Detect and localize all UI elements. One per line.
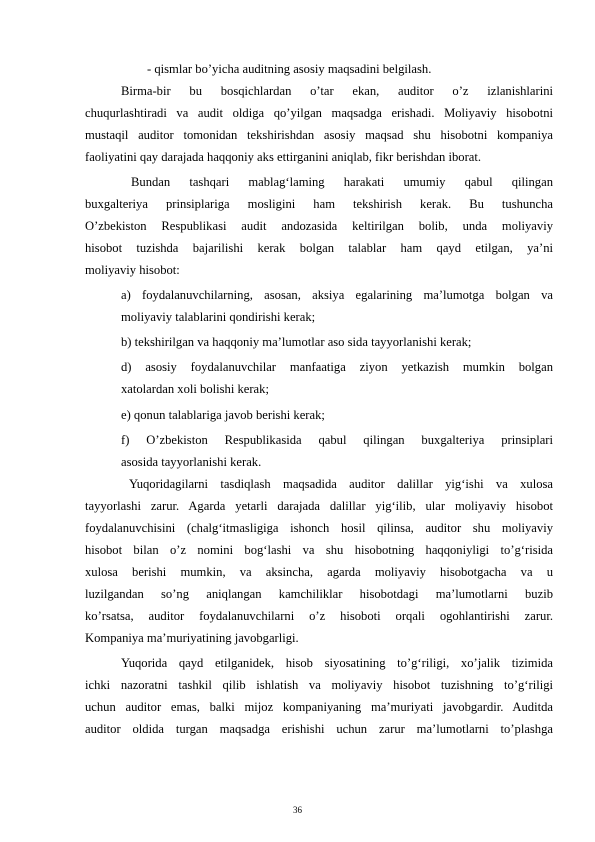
text-line-5: faoliyatini qay darajada haqqoniy aks ettirganini aniqlab, fikr berishdan iborat. xyxy=(85,150,481,164)
text-line-16: e) qonun talablariga javob berishi kerak; xyxy=(121,408,325,422)
text-line-21: foydalanuvchisini (chalg‘itmasligiga ishonch hosil qilinsa, auditor shu moliyaviy xyxy=(85,521,553,535)
text-line-12: moliyaviy talablarini qondirishi kerak; xyxy=(121,310,316,324)
text-line-14: d) asosiy foydalanuvchilar manfaatiga ziyon yetkazish mumkin bolgan xyxy=(121,360,553,374)
text-line-17: f) O’zbekiston Respublikasida qabul qilingan buxgalteriya prinsiplari xyxy=(121,433,553,447)
text-line-11: a) foydalanuvchilarning, asosan, aksiya egalarining ma’lumotga bolgan va xyxy=(121,288,553,302)
text-line-7: buxgalteriya prinsiplariga mosligini ham tekshirish kerak. Bu tushuncha xyxy=(85,197,553,211)
text-line-24: luzilgandan so’ng aniqlangan kamchiliklar hisobotdagi ma’lumotlarni buzib xyxy=(85,587,553,601)
text-line-6: Bundan tashqari mablag‘laming harakati umumiy qabul qilingan xyxy=(131,175,553,189)
text-line-2: Birma-bir bu bosqichlardan o’tar ekan, auditor o’z izlanishlarini xyxy=(121,84,553,98)
text-line-10: moliyaviy hisobot: xyxy=(85,263,180,277)
text-line-26: Kompaniya ma’muriyatining javobgarligi. xyxy=(85,631,299,645)
text-line-4: mustaqil auditor tomonidan tekshirishdan asosiy maqsad shu hisobotni kompaniya xyxy=(85,128,553,142)
text-line-8: O’zbekiston Respublikasi audit andozasida keltirilgan bolib, unda moliyaviy xyxy=(85,219,553,233)
text-line-22: hisobot bilan o’z nomini bog‘lashi va shu hisobotning haqqoniyligi to’g‘risida xyxy=(85,543,553,557)
text-line-9: hisobot tuzishda bajarilishi kerak bolgan talablar ham qayd etilgan, ya’ni xyxy=(85,241,553,255)
text-line-28: ichki nazoratni tashkil qilib ishlatish va moliyaviy hisobot tuzishning to’g‘riligi xyxy=(85,678,553,692)
text-line-29: uchun auditor emas, balki mijoz kompaniyaning ma’muriyati javobgardir. Auditda xyxy=(85,700,553,714)
text-line-1: - qismlar bo’yicha auditning asosiy maqsadini belgilash. xyxy=(147,62,432,76)
text-line-18: asosida tayyorlanishi kerak. xyxy=(121,455,262,469)
text-line-15: xatolardan xoli bolishi kerak; xyxy=(121,382,269,396)
page-number: 36 xyxy=(293,805,302,815)
text-line-20: tayyorlashi zarur. Agarda yetarli darajada dalillar yig‘ilib, ular moliyaviy hisobot xyxy=(85,499,553,513)
text-line-3: chuqurlashtiradi va audit oldiga qo’yilgan maqsadga erishadi. Moliyaviy hisobotni xyxy=(85,106,553,120)
text-line-23: xulosa berishi mumkin, va aksincha, agarda moliyaviy hisobotgacha va u xyxy=(85,565,553,579)
text-line-19: Yuqoridagilarni tasdiqlash maqsadida auditor dalillar yig‘ishi va xulosa xyxy=(129,477,553,491)
text-line-25: ko’rsatsa, auditor foydalanuvchilarni o’z hisoboti orqali ogohlantirishi zarur. xyxy=(85,609,553,623)
text-line-27: Yuqorida qayd etilganidek, hisob siyosatining to’g‘riligi, xo’jalik tizimida xyxy=(121,656,553,670)
text-line-30: auditor oldida turgan maqsadga erishishi uchun zarur ma’lumotlarni to’plashga xyxy=(85,722,553,736)
text-line-13: b) tekshirilgan va haqqoniy ma’lumotlar aso sida tayyorlanishi kerak; xyxy=(121,335,472,349)
